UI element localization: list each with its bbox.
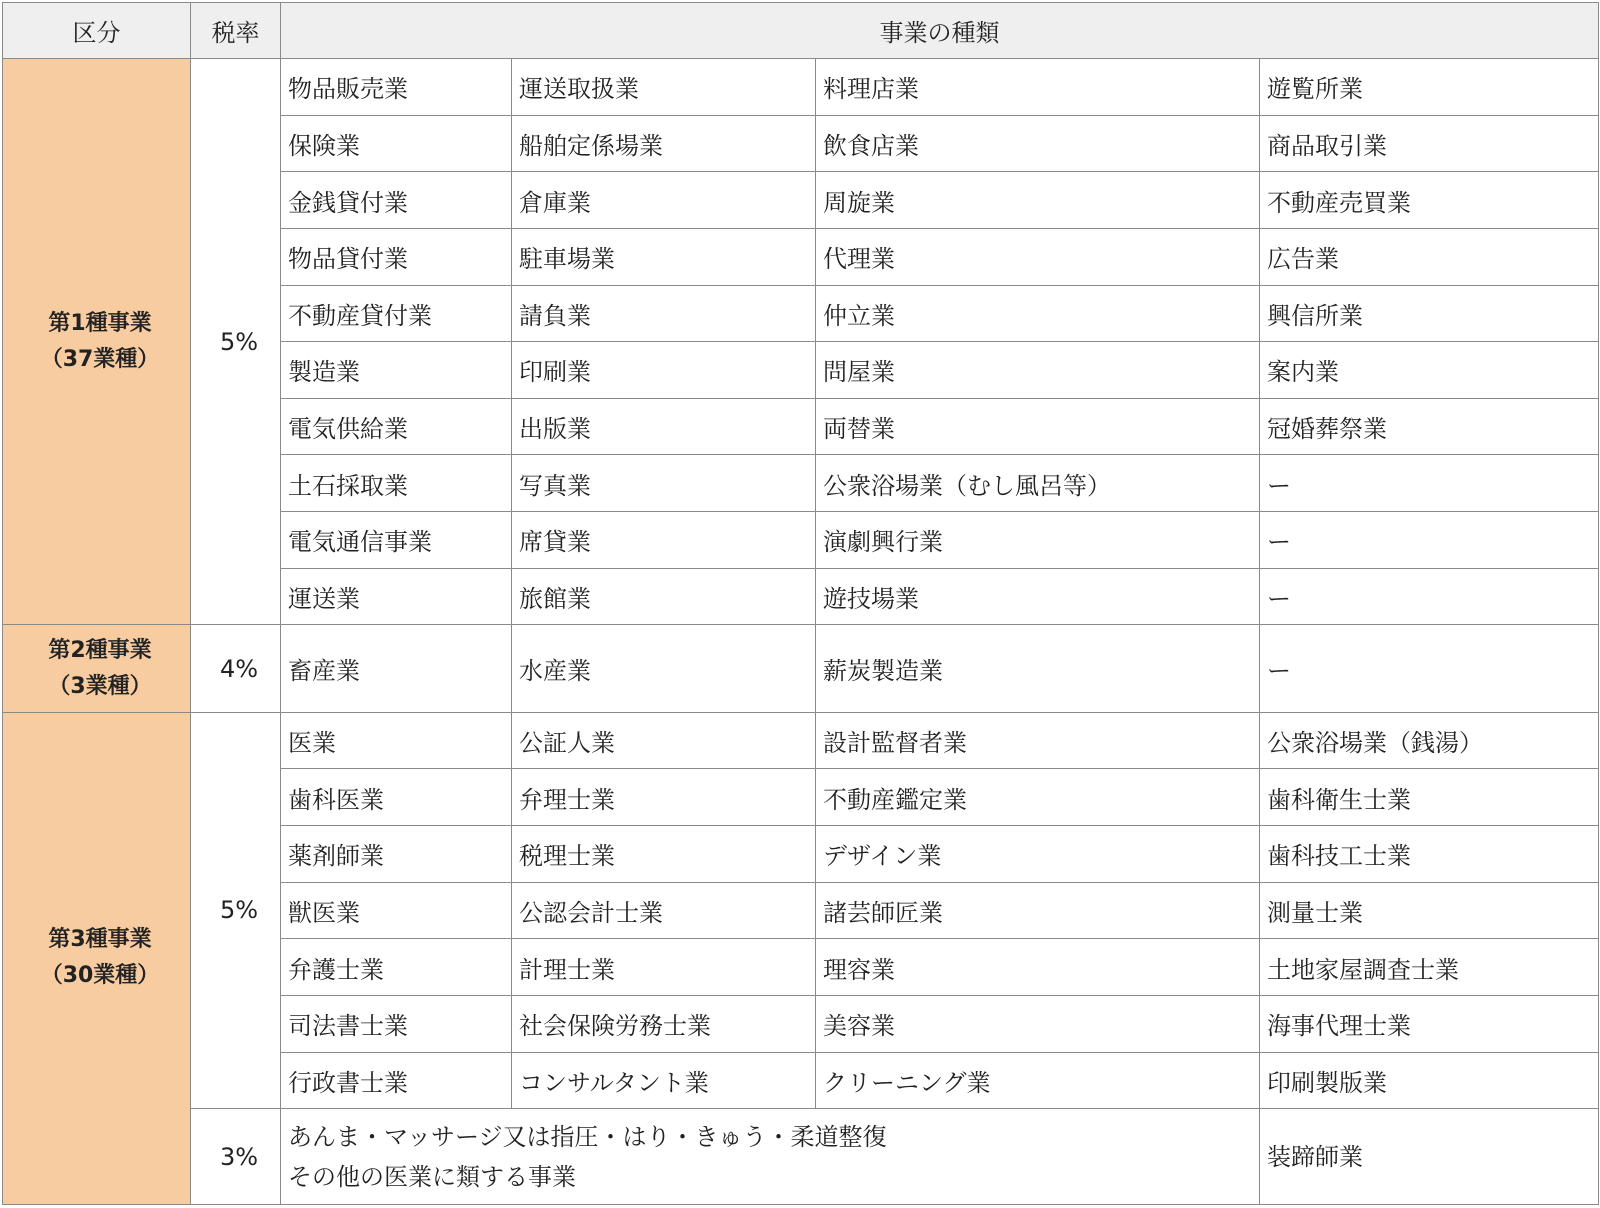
- business-type-cell: 興信所業: [1260, 285, 1599, 342]
- business-type-cell: 船舶定係場業: [512, 115, 816, 172]
- business-type-cell: 電気供給業: [281, 398, 512, 455]
- business-type-cell: 飲食店業: [816, 115, 1260, 172]
- business-type-cell: 駐車場業: [512, 228, 816, 285]
- business-type-cell: 税理士業: [512, 826, 816, 883]
- business-type-cell: 運送取扱業: [512, 59, 816, 116]
- group3-category-count: （30業種）: [40, 963, 160, 989]
- business-type-cell: 広告業: [1260, 228, 1599, 285]
- business-type-cell: ー: [1260, 625, 1599, 713]
- header-business-types: 事業の種類: [281, 3, 1599, 59]
- business-type-cell: 出版業: [512, 398, 816, 455]
- business-type-cell: 公認会計士業: [512, 882, 816, 939]
- table-row: [3, 625, 1599, 713]
- business-type-cell: 設計監督者業: [816, 712, 1260, 769]
- group3-sub-rate: 3%: [191, 1109, 281, 1205]
- business-type-cell: 印刷業: [512, 342, 816, 399]
- group3-rate: 5%: [191, 712, 281, 1108]
- business-tax-table: [2, 2, 1599, 1205]
- business-type-cell: 社会保険労務士業: [512, 995, 816, 1052]
- business-type-cell: 測量士業: [1260, 882, 1599, 939]
- business-type-cell: 写真業: [512, 455, 816, 512]
- business-type-cell: 料理店業: [816, 59, 1260, 116]
- business-type-cell: 薬剤師業: [281, 826, 512, 883]
- business-type-cell: 不動産貸付業: [281, 285, 512, 342]
- medical-related-business-cell: [281, 1109, 1260, 1205]
- business-type-cell: 周旋業: [816, 172, 1260, 229]
- group1-category-count: （37業種）: [40, 346, 160, 372]
- group2-category-name: 第2種事業: [48, 637, 152, 663]
- business-type-cell: 美容業: [816, 995, 1260, 1052]
- business-type-cell: 弁護士業: [281, 939, 512, 996]
- business-type-cell: 物品販売業: [281, 59, 512, 116]
- business-type-cell: 歯科技工士業: [1260, 826, 1599, 883]
- business-type-cell: 司法書士業: [281, 995, 512, 1052]
- group1-category-name: 第1種事業: [48, 310, 152, 336]
- group2-category-label: [3, 625, 191, 713]
- business-type-cell: コンサルタント業: [512, 1052, 816, 1109]
- business-type-cell: ー: [1260, 568, 1599, 625]
- business-type-cell: 遊技場業: [816, 568, 1260, 625]
- table-row: [3, 1109, 1599, 1205]
- business-type-cell: 倉庫業: [512, 172, 816, 229]
- group3-category-label: [3, 712, 191, 1204]
- business-type-cell: クリーニング業: [816, 1052, 1260, 1109]
- business-type-cell: 金銭貸付業: [281, 172, 512, 229]
- business-type-cell: 諸芸師匠業: [816, 882, 1260, 939]
- business-type-cell: 両替業: [816, 398, 1260, 455]
- business-type-cell: 公証人業: [512, 712, 816, 769]
- business-type-cell: 海事代理士業: [1260, 995, 1599, 1052]
- business-type-cell: 獣医業: [281, 882, 512, 939]
- group1-category-label: [3, 59, 191, 625]
- business-type-cell: 請負業: [512, 285, 816, 342]
- business-type-cell: 問屋業: [816, 342, 1260, 399]
- business-type-cell: 薪炭製造業: [816, 625, 1260, 713]
- business-type-cell: 医業: [281, 712, 512, 769]
- medical-related-line-1: あんま・マッサージ又は指圧・はり・きゅう・柔道整復: [288, 1122, 887, 1151]
- business-type-cell: 弁理士業: [512, 769, 816, 826]
- business-type-cell: 仲立業: [816, 285, 1260, 342]
- business-type-cell: 代理業: [816, 228, 1260, 285]
- business-type-cell: 商品取引業: [1260, 115, 1599, 172]
- business-type-cell: 不動産鑑定業: [816, 769, 1260, 826]
- business-type-cell: 公衆浴場業（銭湯）: [1260, 712, 1599, 769]
- business-type-cell: 行政書士業: [281, 1052, 512, 1109]
- business-type-cell: 公衆浴場業（むし風呂等）: [816, 455, 1260, 512]
- business-type-cell: 物品貸付業: [281, 228, 512, 285]
- group3-category-name: 第3種事業: [48, 927, 152, 953]
- business-type-cell: 歯科衛生士業: [1260, 769, 1599, 826]
- header-category: 区分: [3, 3, 191, 59]
- header-rate: 税率: [191, 3, 281, 59]
- group1-rate: 5%: [191, 59, 281, 625]
- business-type-cell: 歯科医業: [281, 769, 512, 826]
- business-type-cell: 演劇興行業: [816, 512, 1260, 569]
- business-type-cell: 印刷製版業: [1260, 1052, 1599, 1109]
- business-type-cell: 土石採取業: [281, 455, 512, 512]
- business-type-cell: 計理士業: [512, 939, 816, 996]
- business-type-cell: 畜産業: [281, 625, 512, 713]
- business-type-cell: 土地家屋調査士業: [1260, 939, 1599, 996]
- business-type-cell: 製造業: [281, 342, 512, 399]
- business-type-cell: ー: [1260, 512, 1599, 569]
- business-type-cell: ー: [1260, 455, 1599, 512]
- business-type-cell: 案内業: [1260, 342, 1599, 399]
- business-type-cell: 運送業: [281, 568, 512, 625]
- business-type-cell: 電気通信事業: [281, 512, 512, 569]
- business-type-cell: 装蹄師業: [1260, 1109, 1599, 1205]
- table-body: [3, 59, 1599, 1205]
- business-type-cell: 保険業: [281, 115, 512, 172]
- group2-category-count: （3業種）: [48, 673, 152, 699]
- table-row: [3, 59, 1599, 116]
- header-row: [3, 3, 1599, 59]
- table-row: [3, 712, 1599, 769]
- medical-related-line-2: その他の医業に類する事業: [288, 1162, 576, 1191]
- business-type-cell: 遊覧所業: [1260, 59, 1599, 116]
- business-type-cell: 不動産売買業: [1260, 172, 1599, 229]
- business-type-cell: デザイン業: [816, 826, 1260, 883]
- group2-rate: 4%: [191, 625, 281, 713]
- business-type-cell: 水産業: [512, 625, 816, 713]
- business-type-cell: 旅館業: [512, 568, 816, 625]
- business-type-cell: 席貸業: [512, 512, 816, 569]
- business-type-cell: 冠婚葬祭業: [1260, 398, 1599, 455]
- business-type-cell: 理容業: [816, 939, 1260, 996]
